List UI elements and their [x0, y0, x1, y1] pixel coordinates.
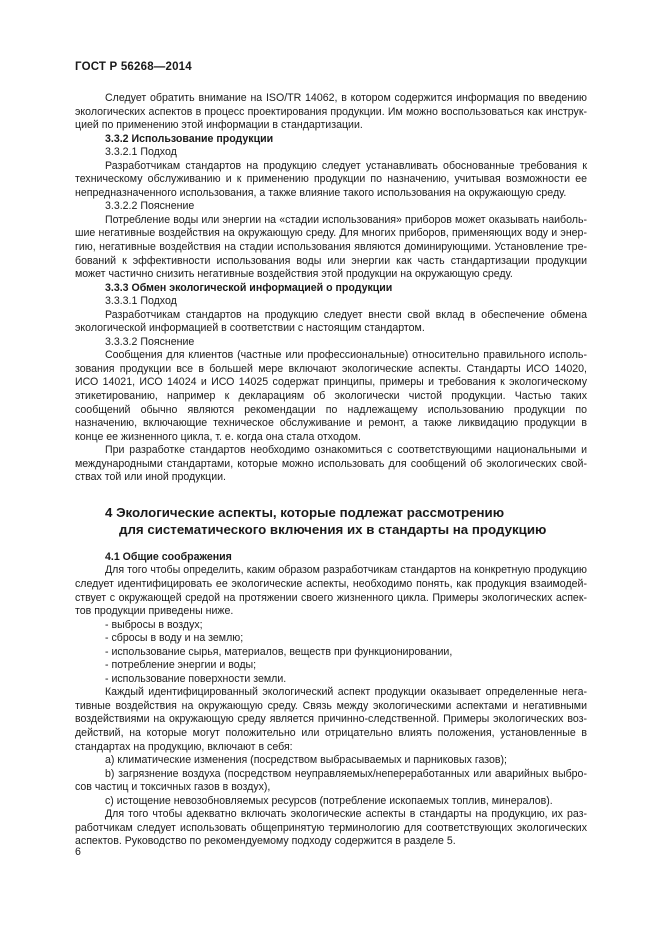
list-item: - выбросы в воздух; [105, 618, 203, 631]
clause-heading: 3.3.2.2 Пояснение [105, 200, 195, 213]
document-header: ГОСТ Р 56268—2014 [75, 61, 192, 73]
paragraph: Для того чтобы адекватно включать экологические аспекты в стандарты на продукцию, их разработчикам следует использовать общепринятую терминологию для соответствующих экологических аспектов. Руководство по рекомендуемому подходу содержится в разделе 5. [75, 808, 587, 848]
subsection-heading: 4.1 Общие соображения [105, 550, 232, 563]
list-item: - использование поверхности земли. [105, 672, 287, 685]
subsection-heading: 3.3.3 Обмен экологической информацией о продукции [105, 281, 393, 294]
clause-heading: 3.3.3.2 Пояснение [105, 335, 195, 348]
document-body [75, 92, 587, 849]
paragraph: Сообщения для клиентов (частные или профессиональные) относительно правильного использования продукции все в большей мере включают экологические аспекты. Стандарты ИСО 14020, ИСО 14021, ИСО 14024 и ИСО 14025 содержат принципы, примеры и требования к экологическому этикетированию, например к декларациям об экологически чистой продукции. Частью таких сообщений обычно являются рекомендации по надлежащему использованию продукции по назначению, включающие техническое обслуживание и ремонт, а также ликвидацию продукции в конце ее жизненного цикла, т. е. когда она стала отходом. [75, 349, 587, 443]
list-item-b: b) загрязнение воздуха (посредством неуправляемых/непереработанных или аварийных выбросов частиц и токсичных газов в воздух), [75, 767, 587, 794]
paragraph: Каждый идентифицированный экологический аспект продукции оказывает определенные негативные воздействия на окружающую среду. Связь между экологическими аспектами и негативными воздействиями на окружающую среду является причинно-следственной. Примеры экологических воздействий, на которые могут положительно или отрицательно влиять положения, установленные в стандартах на продукцию, включают в себя: [75, 686, 587, 753]
page-number: 6 [75, 846, 81, 858]
paragraph: Разработчикам стандартов на продукцию следует устанавливать обоснованные требования к техническому обслуживанию и к применению продукции по назначению, учитывая возможности ее непредназначенного использования, а также влияние такого использования на окружающую среду. [75, 159, 587, 199]
list-item-a: a) климатические изменения (посредством выбрасываемых и парниковых газов); [105, 754, 507, 767]
list-item-c: c) истощение невозобновляемых ресурсов (потребление ископаемых топлив, минералов). [105, 794, 553, 807]
list-item: - потребление энергии и воды; [105, 659, 257, 672]
paragraph: При разработке стандартов необходимо ознакомиться с соответствующими национальными и международными стандартами, которые можно использовать для сообщений об экологических свойствах той или иной продукции. [75, 444, 587, 484]
list-item: - сбросы в воду и на землю; [105, 632, 244, 645]
section-heading-line: для систематического включения их в стандарты на продукцию [119, 521, 547, 537]
paragraph: Для того чтобы определить, каким образом разработчикам стандартов на конкретную продукцию следует идентифицировать ее экологические аспекты, необходимо понять, как продукция взаимодействует с окружающей средой на протяжении своего жизненного цикла. Примеры экологических аспектов продукции приведены ниже. [75, 564, 587, 618]
paragraph: Разработчикам стандартов на продукцию следует внести свой вклад в обеспечение обмена экологической информацией в соответствии с настоящим стандартом. [75, 308, 587, 335]
paragraph: Следует обратить внимание на ISO/TR 14062, в котором содержится информация по введению экологических аспектов в процесс проектирования продукции. Им можно воспользоваться как инструкцией по применению этой информации в стандартизации. [75, 92, 587, 132]
subsection-heading: 3.3.2 Использование продукции [105, 132, 274, 145]
paragraph: Потребление воды или энергии на «стадии использования» приборов может оказывать наибольшие негативные воздействия на окружающую среду. Для многих приборов, применяющих воду и энергию, негативные воздействия на стадии использования являются доминирующими. Установление требований к эффективности использования воды или энергии как часть стандартизации продукции может частично снизить негативные воздействия этой продукции на окружающую среду. [75, 213, 587, 281]
section-heading-line: 4 Экологические аспекты, которые подлежат рассмотрению [105, 504, 505, 520]
section-heading [75, 504, 587, 538]
clause-heading: 3.3.3.1 Подход [105, 295, 177, 308]
list-item: - использование сырья, материалов, веществ при функционировании, [105, 645, 453, 658]
clause-heading: 3.3.2.1 Подход [105, 146, 177, 159]
